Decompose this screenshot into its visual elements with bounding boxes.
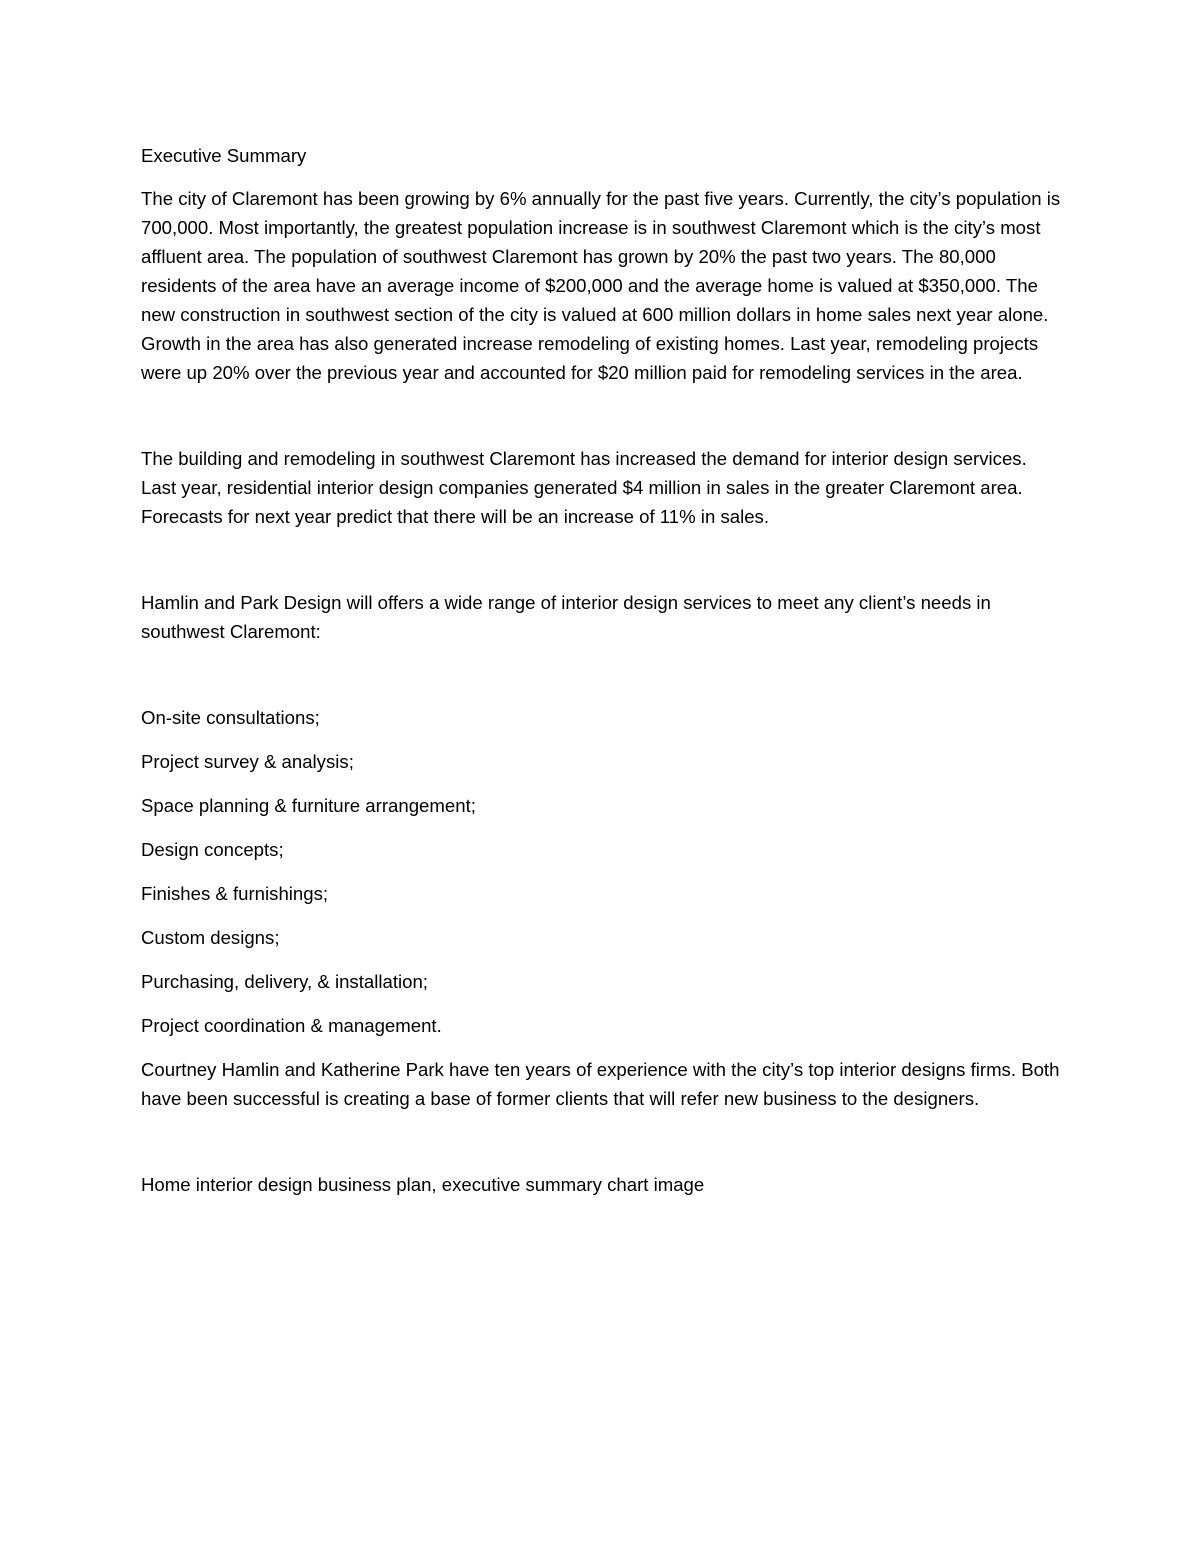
paragraph-population-growth: The city of Claremont has been growing by 6% annually for the past five years. Currently, the city’s population is 700,000. Most importantly, the greatest population increase is in southwest Claremont which is the city’s most affluent area. The population of southwest Claremont has grown by 20% the past two years. The 80,000 residents of the area have an average income of $200,000 and the average home is valued at $350,000. The new construction in southwest section of the city is valued at 600 million dollars in home sales next year alone. Growth in the area has also generated increase remodeling of existing homes. Last year, remodeling projects were up 20% over the previous year and accounted for $20 million paid for remodeling services in the area.: [141, 188, 1061, 383]
list-item: Design concepts;: [141, 839, 284, 860]
document-page: [141, 141, 1061, 1199]
list-item: On-site consultations;: [141, 707, 320, 728]
document-title: Executive Summary: [141, 145, 307, 166]
list-item: Space planning & furniture arrangement;: [141, 795, 476, 816]
list-item: Custom designs;: [141, 927, 280, 948]
list-item: Finishes & furnishings;: [141, 883, 329, 904]
paragraph-services-intro: Hamlin and Park Design will offers a wide range of interior design services to meet any client’s needs in southwest Claremont:: [141, 592, 991, 642]
paragraph-founders: Courtney Hamlin and Katherine Park have ten years of experience with the city’s top interior designs firms. Both have been successful is creating a base of former clients that will refer new business to the designers.: [141, 1059, 1060, 1109]
services-list: [141, 703, 1061, 1040]
list-item: Project survey & analysis;: [141, 751, 354, 772]
image-caption: Home interior design business plan, executive summary chart image: [141, 1174, 705, 1195]
list-item: Project coordination & management.: [141, 1015, 442, 1036]
paragraph-design-demand: The building and remodeling in southwest Claremont has increased the demand for interior design services. Last year, residential interior design companies generated $4 million in sales in the greater Claremont area. Forecasts for next year predict that there will be an increase of 11% in sales.: [141, 448, 1027, 527]
list-item: Purchasing, delivery, & installation;: [141, 971, 428, 992]
